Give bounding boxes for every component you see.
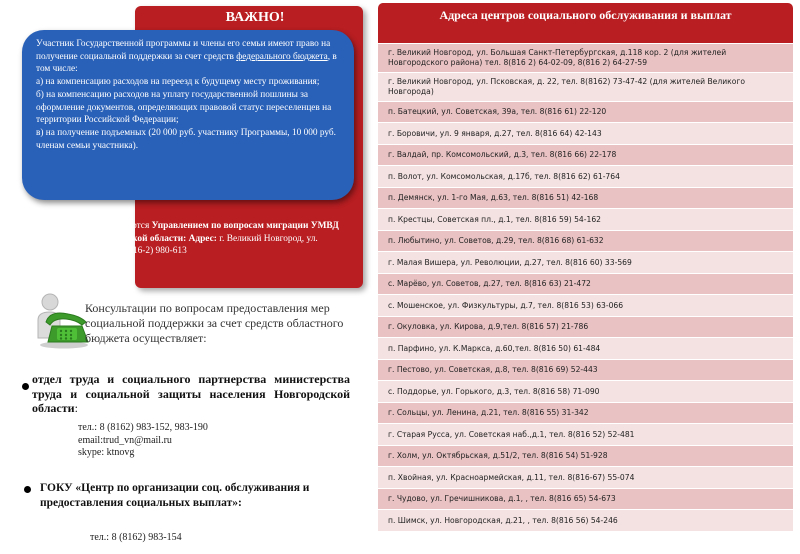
center-address-item: п. Парфино, ул. К.Маркса, д.60,тел. 8(816 50) 61-484 [378, 338, 793, 360]
bullet-icon [22, 383, 29, 390]
important-title: ВАЖНО! [225, 10, 285, 25]
center-address-item: г. Малая Вишера, ул. Революции, д.27, тел. 8(816 60) 33-569 [378, 252, 793, 274]
org-labor-phone: тел.: 8 (8162) 983-152, 983-190 [78, 422, 208, 433]
center-address-item: п. Батецкий, ул. Советская, 39а, тел. 8(816 61) 22-120 [378, 102, 793, 123]
center-address-item: г. Сольцы, ул. Ленина, д.21, тел. 8(816 55) 31-342 [378, 403, 793, 424]
center-address-item: п. Крестцы, Советская пл., д.1, тел. 8(816 59) 54-162 [378, 209, 793, 231]
center-address-item: г. Чудово, ул. Гречишникова, д.1, , тел. 8(816 65) 54-673 [378, 489, 793, 510]
center-address-item: п. Демянск, ул. 1-го Мая, д.63, тел. 8(816 51) 42-168 [378, 188, 793, 209]
support-item-a: а) на компенсацию расходов на переезд к будущему месту проживания; [36, 77, 320, 88]
center-address-item: п. Любытино, ул. Советов, д.29, тел. 8(816 68) 61-632 [378, 231, 793, 252]
center-address-item: п. Волот, ул. Комсомольская, д.17б, тел. 8(816 62) 61-764 [378, 166, 793, 188]
address-text: г. Великий Новгород, ул. Людогоща, д.5; тел. (816-2) 980-613 [44, 233, 318, 257]
address-label: Адрес: [188, 233, 217, 244]
center-address-item: г. Старая Русса, ул. Советская наб.,д.1, тел. 8(816 52) 52-481 [378, 424, 793, 446]
payments-org: Управлением по вопросам миграции УМВД России по Новгородской области: [44, 221, 339, 244]
center-address-item: п. Шимск, ул. Новгородская, д.21, , тел. 8(816 56) 54-246 [378, 510, 793, 532]
org-labor-email[interactable]: email:trud_vn@mail.ru [78, 434, 172, 446]
center-address-item: г. Холм, ул. Октябрьская, д.51/2, тел. 8(816 54) 51-928 [378, 446, 793, 467]
telephone-icon [30, 288, 92, 350]
payments-info: Выплаты осуществляются Управлением по вопросам миграции УМВД России по Новгородской области: Адрес: г. Великий Новгород, ул. Людогоща, д.5; тел. (816-2) 980-613 [44, 221, 339, 257]
org-labor-department: отдел труда и социального партнерства министерства труда и социальной защиты населения Новгородской области: [32, 372, 350, 415]
org-labor-skype: skype: ktnovg [78, 447, 135, 458]
org-social-center-phone: тел.: 8 (8162) 983-154 [90, 532, 182, 543]
center-address-item: с. Мошенское, ул. Физкультуры, д.7, тел. 8(816 53) 63-066 [378, 295, 793, 317]
center-address-item: с. Марёво, ул. Советов, д.27, тел. 8(816 63) 21-472 [378, 274, 793, 295]
support-item-c: в) на получение подъемных (20 000 руб. участнику Программы, 10 000 руб. членам семьи участника). [36, 127, 336, 151]
center-address-item: г. Пестово, ул. Советская, д.8, тел. 8(816 69) 52-443 [378, 360, 793, 381]
center-address-item: с. Поддорье, ул. Горького, д.3, тел. 8(816 58) 71-090 [378, 381, 793, 403]
center-address-item: г. Великий Новгород, ул. Большая Санкт-Петербургская, д.118 кор. 2 (для жителей Новгородского района) тел. 8(816 2) 64-02-09, 8(816 2) 64-27-59 [378, 44, 793, 73]
org-social-center: ГОКУ «Центр по организации соц. обслуживания и предоставления социальных выплат»: [40, 482, 310, 509]
center-address-item: г. Великий Новгород, ул. Псковская, д. 22, тел. 8(8162) 73-47-42 (для жителей Великого Новгорода) [378, 73, 793, 102]
support-item-b: б) на компенсацию расходов на уплату государственной пошлины за оформление документов, определяющих правовой статус переселенцев на территории Российской Федерации; [36, 89, 332, 126]
support-intro: Участник Государственной программы и члены его семьи имеют право на получение социальной поддержки за счет средств федерального бюджета, в том числе: [36, 39, 337, 75]
center-address-item: г. Боровичи, ул. 9 января, д.27, тел. 8(816 64) 42-143 [378, 123, 793, 145]
center-address-item: п. Хвойная, ул. Красноармейская, д.11, тел. 8(816-67) 55-074 [378, 467, 793, 489]
federal-budget-link[interactable]: федерального бюджета [236, 51, 328, 62]
bullet-icon [24, 486, 31, 493]
center-address-item: г. Валдай, пр. Комсомольский, д.3, тел. 8(816 66) 22-178 [378, 145, 793, 166]
centers-list [378, 44, 793, 532]
support-info-box [22, 30, 354, 200]
center-address-item: г. Окуловка, ул. Кирова, д.9,тел. 8(816 57) 21-786 [378, 317, 793, 338]
consultation-text: Консультации по вопросам предоставления мер социальной поддержки за счет средств областного бюджета осуществляет: [85, 301, 344, 345]
org-labor-contacts [78, 422, 358, 460]
centers-header: Адреса центров социального обслуживания и выплат [378, 3, 793, 43]
